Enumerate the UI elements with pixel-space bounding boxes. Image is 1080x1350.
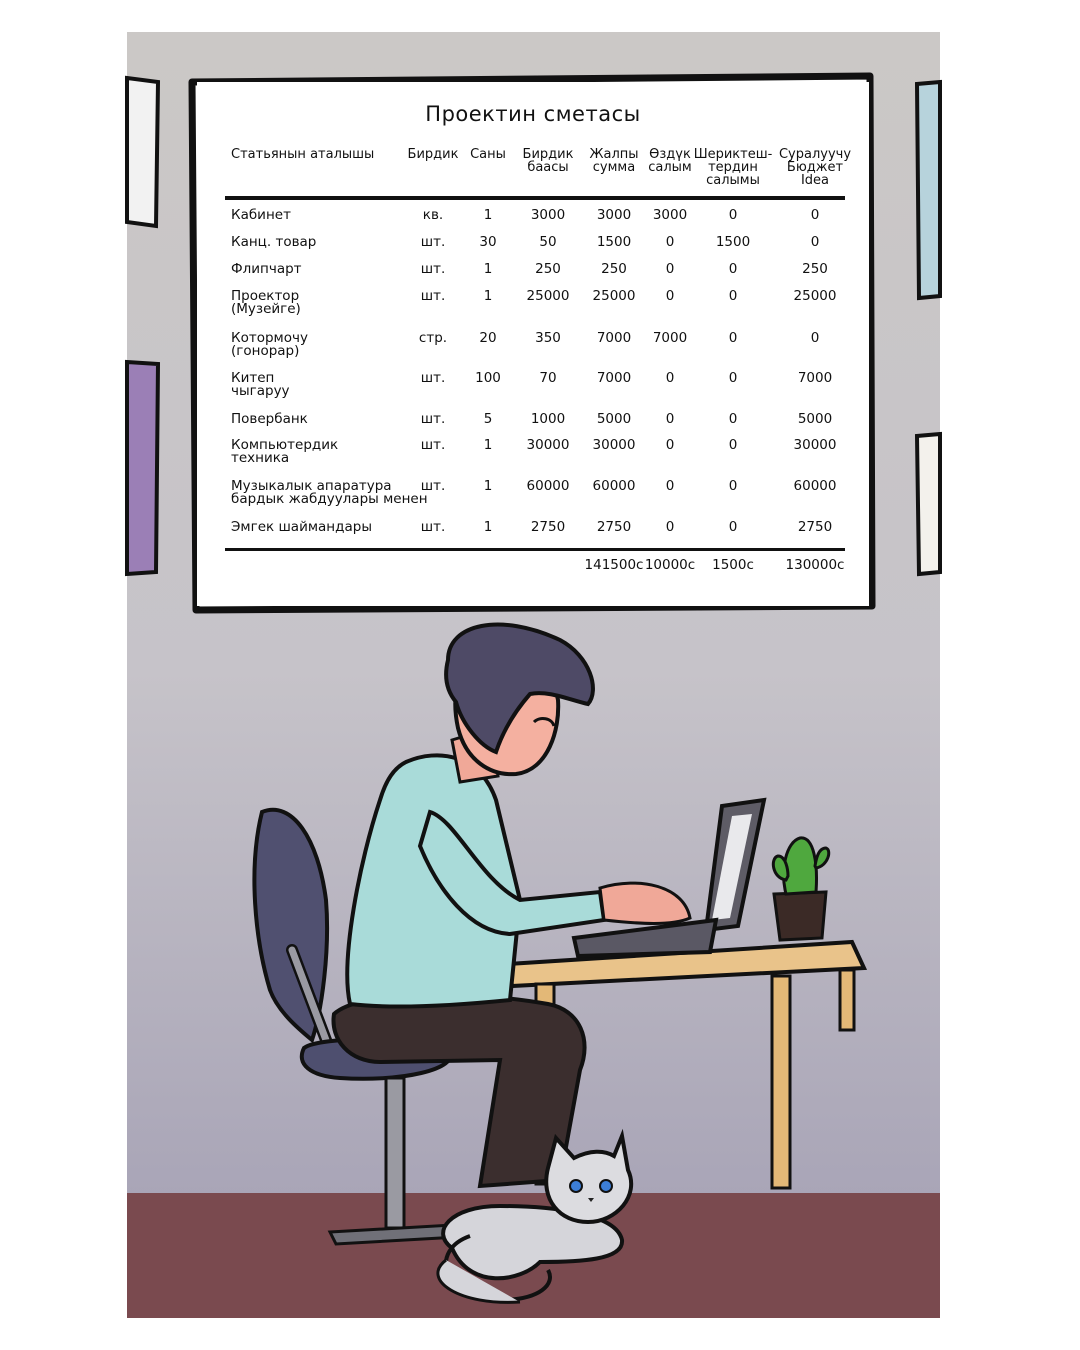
table-cell: 1500: [596, 234, 632, 250]
table-cell: 3000: [596, 207, 632, 223]
table-cell: 7000: [797, 370, 833, 386]
table-cell: 1500: [715, 234, 751, 250]
table-cell: 7000: [596, 370, 632, 386]
table-row-label: Котормочу (гонорар): [231, 330, 308, 359]
table-header-col-7: Суралуучу Бюджет Idea: [778, 147, 852, 188]
table-row-label: Флипчарт: [231, 261, 302, 277]
table-row-label: Повербанк: [231, 411, 308, 427]
table-cell: 1: [483, 207, 493, 223]
table-cell: 1: [483, 519, 493, 535]
table-cell: 0: [728, 519, 738, 535]
table-cell: 250: [802, 261, 828, 277]
table-header-col-1: Бирдик: [407, 147, 459, 162]
table-cell: 0: [728, 478, 738, 494]
table-header-col-3: Бирдик баасы: [522, 147, 574, 175]
wall-frame-right-blue: [917, 82, 940, 298]
totals-divider: [225, 548, 845, 551]
table-cell: стр.: [418, 330, 448, 346]
wall-frame-left-purple: [127, 362, 158, 574]
table-cell: 0: [665, 288, 675, 304]
table-cell: 0: [665, 519, 675, 535]
table-cell: 1: [483, 437, 493, 453]
table-cell: 70: [539, 370, 557, 386]
table-cell: 30000: [526, 437, 570, 453]
table-cell: 0: [728, 288, 738, 304]
table-cell: шт.: [420, 519, 446, 535]
table-header-col-5: Өздүк салым: [648, 147, 692, 175]
table-cell: 2750: [797, 519, 833, 535]
table-cell: 25000: [793, 288, 837, 304]
table-cell: кв.: [422, 207, 444, 223]
table-cell: шт.: [420, 478, 446, 494]
table-cell: 1000: [530, 411, 566, 427]
table-cell: 50: [539, 234, 557, 250]
table-cell: 0: [728, 437, 738, 453]
table-cell: 0: [728, 330, 738, 346]
table-cell: 0: [728, 370, 738, 386]
table-cell: 30000: [793, 437, 837, 453]
table-header-col-6: Шериктеш- тердин салымы: [693, 147, 773, 188]
table-cell: 60000: [526, 478, 570, 494]
poster-title: Проектин сметасы: [425, 102, 641, 126]
table-row-label: Компьютердик техника: [231, 437, 339, 466]
table-cell: 0: [728, 411, 738, 427]
table-cell: шт.: [420, 261, 446, 277]
table-cell: 5: [483, 411, 493, 427]
table-cell: 0: [665, 234, 675, 250]
table-total: 1500с: [712, 557, 754, 573]
table-cell: 3000: [652, 207, 688, 223]
table-cell: 2750: [596, 519, 632, 535]
table-cell: 100: [475, 370, 501, 386]
wall-frame-left-top: [127, 78, 158, 226]
table-cell: 350: [535, 330, 561, 346]
table-cell: 0: [728, 207, 738, 223]
table-total: 141500с: [584, 557, 644, 573]
table-cell: 0: [665, 478, 675, 494]
table-cell: шт.: [420, 437, 446, 453]
table-cell: 0: [810, 330, 820, 346]
table-cell: 25000: [592, 288, 636, 304]
table-row-label: Канц. товар: [231, 234, 317, 250]
table-header-col-0: Статьянын аталышы: [231, 147, 375, 162]
table-cell: 5000: [596, 411, 632, 427]
table-total: 10000с: [644, 557, 696, 573]
table-cell: 60000: [793, 478, 837, 494]
table-cell: 30: [479, 234, 497, 250]
table-cell: 1: [483, 288, 493, 304]
table-cell: 7000: [596, 330, 632, 346]
table-cell: 0: [665, 437, 675, 453]
table-cell: шт.: [420, 370, 446, 386]
table-row-label: Китеп чыгаруу: [231, 370, 290, 399]
table-header-col-4: Жалпы сумма: [589, 147, 639, 175]
table-total: 130000с: [785, 557, 845, 573]
table-cell: шт.: [420, 234, 446, 250]
table-row-label: Музыкалык апаратура бардык жабдуулары менен: [231, 478, 428, 507]
table-row-label: Проектор (Музейге): [231, 288, 301, 317]
budget-table: [197, 82, 869, 606]
budget-poster: [197, 82, 869, 606]
table-cell: 2750: [530, 519, 566, 535]
table-cell: 5000: [797, 411, 833, 427]
table-cell: 7000: [652, 330, 688, 346]
table-cell: 25000: [526, 288, 570, 304]
table-cell: 0: [728, 261, 738, 277]
table-row-label: Эмгек шаймандары: [231, 519, 372, 535]
table-cell: 0: [810, 234, 820, 250]
table-cell: 1: [483, 261, 493, 277]
table-cell: 0: [810, 207, 820, 223]
table-cell: 0: [665, 370, 675, 386]
table-cell: 30000: [592, 437, 636, 453]
table-cell: 3000: [530, 207, 566, 223]
table-cell: 1: [483, 478, 493, 494]
table-cell: 60000: [592, 478, 636, 494]
header-divider: [225, 196, 845, 200]
table-header-col-2: Саны: [470, 147, 506, 162]
table-cell: шт.: [420, 411, 446, 427]
wall-frame-right-white: [917, 434, 940, 574]
table-cell: 20: [479, 330, 497, 346]
table-cell: 250: [535, 261, 561, 277]
table-row-label: Кабинет: [231, 207, 291, 223]
table-cell: 0: [665, 411, 675, 427]
table-cell: 0: [665, 261, 675, 277]
table-cell: шт.: [420, 288, 446, 304]
table-cell: 250: [601, 261, 627, 277]
